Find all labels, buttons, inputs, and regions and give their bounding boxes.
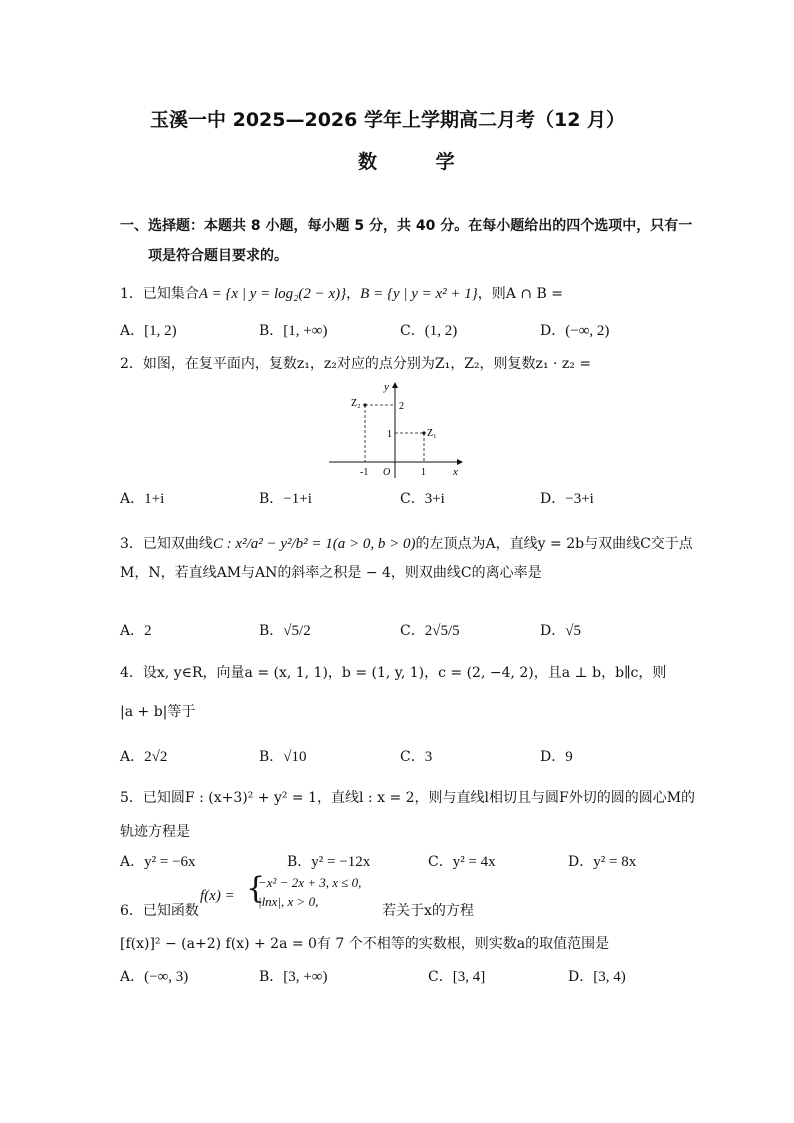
z2-point bbox=[363, 403, 366, 406]
option-label: D． bbox=[568, 854, 594, 870]
q3-hyperbola: C : x²/a² − y²/b² = 1(a > 0, b > 0) bbox=[212, 536, 416, 552]
option-label: B． bbox=[259, 749, 284, 765]
option-text: 2√2 bbox=[144, 749, 168, 765]
z1-label: Z₁ bbox=[427, 428, 437, 439]
q1-sep: ， bbox=[346, 286, 361, 302]
q6-prefix: 6．已知函数 bbox=[120, 903, 199, 919]
option-label: A． bbox=[120, 623, 145, 639]
q2-stem: 2．如图，在复平面内，复数z₁，z₂对应的点分别为Z₁，Z₂，则复数z₁ · z₂ = bbox=[120, 356, 592, 372]
q5-stem-line2: 轨迹方程是 bbox=[120, 824, 190, 840]
option-label: C． bbox=[428, 969, 453, 985]
q4-option-c bbox=[400, 746, 432, 766]
q3-option-a bbox=[120, 620, 152, 640]
option-text: (−∞, 3) bbox=[144, 969, 189, 985]
tick-y-1: 1 bbox=[387, 429, 392, 440]
option-label: C． bbox=[400, 623, 425, 639]
option-text: [1, 2) bbox=[144, 323, 177, 339]
option-text: 2√5/5 bbox=[424, 623, 460, 639]
option-text: 9 bbox=[565, 749, 573, 765]
y-axis-label: y bbox=[384, 381, 389, 393]
q3-option-c bbox=[400, 620, 460, 640]
q6-brace: { bbox=[246, 871, 266, 906]
z2-label: Z₂ bbox=[351, 398, 361, 409]
q6-option-d bbox=[568, 966, 626, 986]
q2-option-c bbox=[400, 488, 445, 508]
q6-case-2: |lnx|, x > 0, bbox=[258, 894, 319, 909]
q4-option-a bbox=[120, 746, 167, 766]
q1-set-a: A = {x | y = log₂(2 − x)} bbox=[198, 286, 347, 302]
q5-option-c bbox=[428, 851, 496, 871]
option-label: B． bbox=[259, 491, 284, 507]
tick-x-neg: -1 bbox=[360, 467, 369, 478]
q2-option-b bbox=[259, 488, 312, 508]
option-label: A． bbox=[120, 749, 145, 765]
option-text: y² = 8x bbox=[593, 854, 637, 870]
option-label: C． bbox=[400, 491, 425, 507]
option-text: (−∞, 2) bbox=[565, 323, 610, 339]
section-header-line1: 一、选择题：本题共 8 小题，每小题 5 分，共 40 分。在每小题给出的四个选项中，只有一 bbox=[120, 218, 693, 234]
q5-option-b bbox=[287, 851, 370, 871]
option-text: [3, 4] bbox=[452, 969, 486, 985]
q3-option-d bbox=[540, 620, 581, 640]
q3-stem-line2: M，N，若直线AM与AN的斜率之积是 − 4，则双曲线C的离心率是 bbox=[120, 565, 542, 581]
q6-option-c bbox=[428, 966, 485, 986]
q6-option-b bbox=[259, 966, 327, 986]
complex-plane-figure bbox=[325, 378, 475, 480]
option-text: 2 bbox=[144, 623, 152, 639]
option-label: D． bbox=[540, 623, 566, 639]
option-label: D． bbox=[568, 969, 594, 985]
q5-option-d bbox=[568, 851, 636, 871]
page-title: 玉溪一中 2025—2026 学年上学期高二月考（12 月） bbox=[150, 109, 626, 131]
option-text: 3+i bbox=[424, 491, 445, 507]
q2-option-a bbox=[120, 488, 164, 508]
q3-suffix: 的左顶点为A，直线y = 2b与双曲线C交于点 bbox=[415, 536, 693, 552]
q6-case-1: −x² − 2x + 3, x ≤ 0, bbox=[258, 875, 362, 890]
q1-option-b bbox=[259, 320, 327, 340]
option-label: D． bbox=[540, 323, 566, 339]
q3-option-b bbox=[259, 620, 311, 640]
origin-label: O bbox=[383, 467, 391, 478]
q2-option-d bbox=[540, 488, 594, 508]
option-text: [3, +∞) bbox=[283, 969, 328, 985]
option-label: A． bbox=[120, 323, 145, 339]
option-text: (1, 2) bbox=[424, 323, 458, 339]
option-label: A． bbox=[120, 854, 145, 870]
q1-tail: ，则A ∩ B = bbox=[477, 286, 563, 302]
option-text: 1+i bbox=[144, 491, 165, 507]
option-text: 3 bbox=[424, 749, 433, 765]
option-label: D． bbox=[540, 491, 566, 507]
option-label: A． bbox=[120, 491, 145, 507]
tick-x-pos: 1 bbox=[421, 467, 426, 478]
option-text: y² = 4x bbox=[452, 854, 496, 870]
option-label: A． bbox=[120, 969, 145, 985]
option-text: −3+i bbox=[565, 491, 594, 507]
q3-prefix: 3．已知双曲线 bbox=[120, 536, 213, 552]
q1-option-a bbox=[120, 320, 177, 340]
y-axis-arrow bbox=[392, 382, 398, 388]
subject-title: 数 学 bbox=[358, 151, 481, 173]
q1-option-d bbox=[540, 320, 609, 340]
q5-option-a bbox=[120, 851, 196, 871]
q6-suffix: 若关于x的方程 bbox=[382, 903, 474, 919]
option-text: y² = −12x bbox=[311, 854, 371, 870]
q1-stem bbox=[120, 283, 563, 303]
option-text: [3, 4) bbox=[593, 969, 626, 985]
option-label: B． bbox=[259, 623, 284, 639]
option-text: √10 bbox=[283, 749, 307, 765]
option-label: B． bbox=[287, 854, 312, 870]
tick-y-2: 2 bbox=[399, 401, 404, 412]
option-label: B． bbox=[259, 323, 284, 339]
x-axis-arrow bbox=[457, 459, 463, 465]
q1-option-c bbox=[400, 320, 457, 340]
q6-option-a bbox=[120, 966, 188, 986]
option-text: −1+i bbox=[283, 491, 312, 507]
option-text: y² = −6x bbox=[144, 854, 196, 870]
option-text: √5/2 bbox=[283, 623, 311, 639]
q4-option-d bbox=[540, 746, 573, 766]
q5-stem-line1: 5．已知圆F : (x+3)² + y² = 1，直线l : x = 2，则与直线l相切且与圆F外切的圆的圆心M的 bbox=[120, 790, 696, 806]
q1-number: 1．已知集合 bbox=[120, 286, 199, 302]
option-text: √5 bbox=[565, 623, 581, 639]
option-label: B． bbox=[259, 969, 284, 985]
option-label: C． bbox=[428, 854, 453, 870]
z1-point bbox=[422, 431, 425, 434]
x-axis-label: x bbox=[453, 466, 458, 478]
q3-stem-line1 bbox=[120, 533, 693, 553]
q4-option-b bbox=[259, 746, 307, 766]
option-text: [1, +∞) bbox=[283, 323, 328, 339]
section-header-line2: 项是符合题目要求的。 bbox=[148, 248, 288, 264]
option-label: D． bbox=[540, 749, 566, 765]
option-label: C． bbox=[400, 749, 425, 765]
q6-function-name: f(x) = bbox=[200, 888, 235, 904]
q1-set-b: B = {y | y = x² + 1} bbox=[360, 286, 478, 302]
q6-stem-line2: [f(x)]² − (a+2) f(x) + 2a = 0有 7 个不相等的实数根，则实数a的取值范围是 bbox=[120, 936, 610, 952]
q4-stem-line1: 4．设x, y∈R，向量a = (x, 1, 1)，b = (1, y, 1)，c = (2, −4, 2)，且a ⊥ b，b∥c，则 bbox=[120, 665, 667, 681]
q4-stem-line2: |a + b|等于 bbox=[120, 704, 196, 720]
option-label: C． bbox=[400, 323, 425, 339]
